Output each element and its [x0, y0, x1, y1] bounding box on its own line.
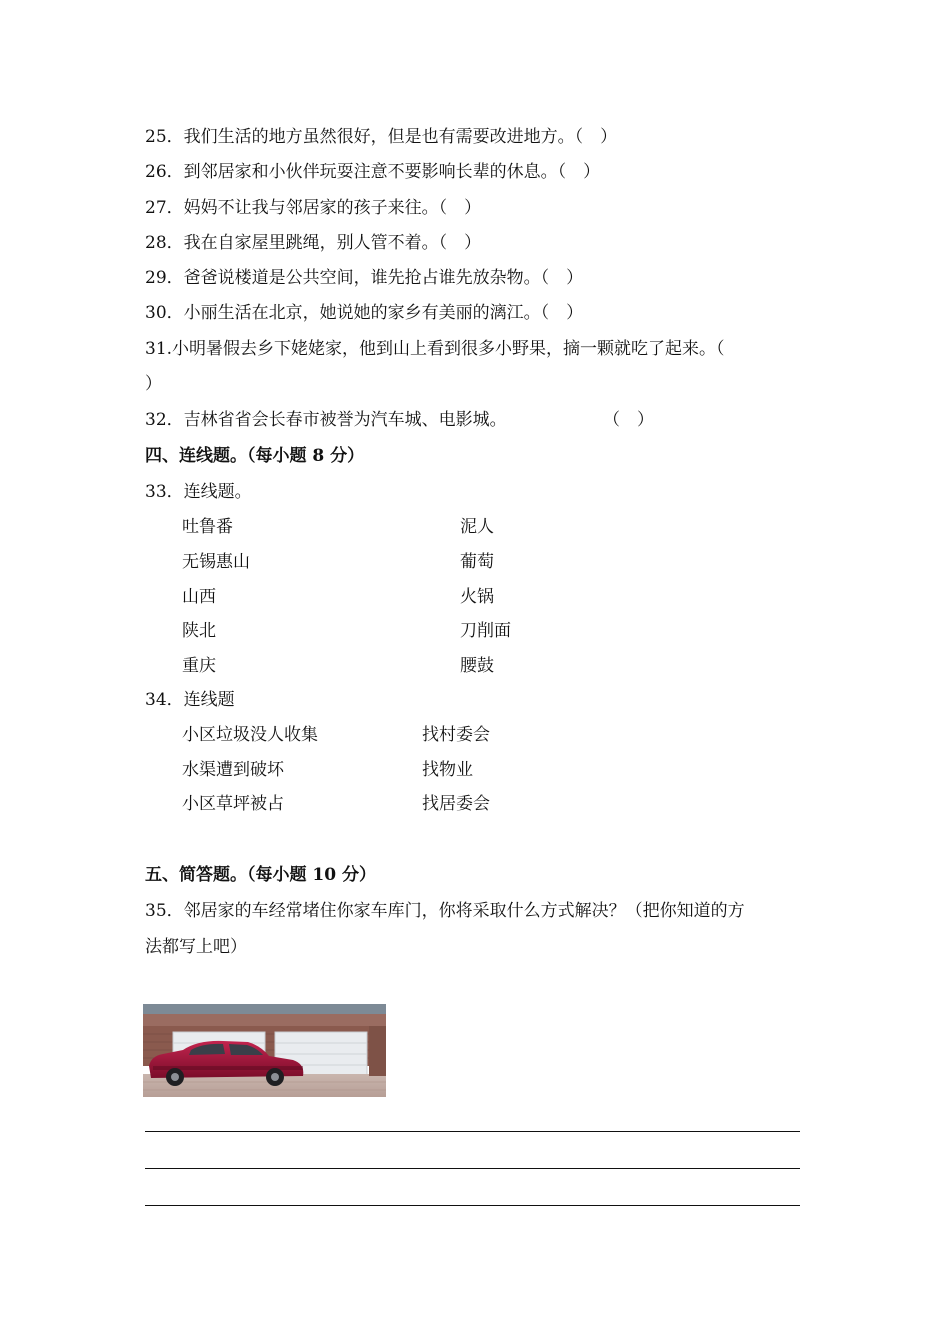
match-right-item: 泥人: [460, 517, 494, 537]
question-31-continuation: ）: [145, 374, 162, 394]
answer-line[interactable]: [145, 1131, 800, 1132]
question-number: 26．: [145, 162, 184, 182]
question-31: [145, 338, 725, 360]
section-4-title: 四、连线题。（每小题 8 分）: [145, 446, 365, 466]
question-number: 29．: [145, 268, 184, 288]
answer-line[interactable]: [145, 1168, 800, 1169]
question-29: [145, 267, 583, 289]
match-right-item: 葡萄: [460, 552, 494, 572]
match-right-item: 找物业: [422, 760, 473, 780]
match-left-item: 小区草坪被占: [182, 794, 284, 814]
match-left-item: 吐鲁番: [182, 517, 233, 537]
question-text: 到邻居家和小伙伴玩耍注意不要影响长辈的休息。（ ）: [183, 162, 601, 182]
question-text: 我们生活的地方虽然很好，但是也有需要改进地方。（ ）: [183, 127, 618, 147]
question-text: 爸爸说楼道是公共空间，谁先抢占谁先放杂物。（ ）: [183, 268, 584, 288]
question-text: 我在自家屋里跳绳，别人管不着。（ ）: [183, 233, 482, 253]
answer-line[interactable]: [145, 1205, 800, 1206]
match-left-item: 水渠遭到破坏: [182, 760, 284, 780]
question-number: 27．: [145, 198, 184, 218]
match-right-item: 找村委会: [422, 725, 490, 745]
match-right-item: 火锅: [460, 587, 494, 607]
match-right-item: 腰鼓: [460, 656, 494, 676]
match-right-item: 刀削面: [460, 621, 511, 641]
question-text: 小明暑假去乡下姥姥家，他到山上看到很多小野果，摘一颗就吃了起来。（: [172, 339, 725, 359]
question-number: 32．: [145, 410, 184, 430]
question-text: 吉林省省会长春市被誉为汽车城、电影城。: [183, 410, 507, 430]
question-27: [145, 197, 481, 219]
match-right-item: 找居委会: [422, 794, 490, 814]
match-left-item: 重庆: [182, 656, 216, 676]
match-left-item: 无锡惠山: [182, 552, 250, 572]
question-number: 28．: [145, 233, 184, 253]
section-5-title: 五、简答题。（每小题 10 分）: [145, 865, 376, 885]
match-left-item: 小区垃圾没人收集: [182, 725, 318, 745]
question-text: 小丽生活在北京，她说她的家乡有美丽的漓江。（ ）: [183, 303, 584, 323]
question-33-label: 33．连线题。: [145, 482, 252, 502]
question-34-label: 34．连线题: [145, 690, 235, 710]
question-35-text: 35．邻居家的车经常堵住你家车库门，你将采取什么方式解决？（把你知道的方: [145, 901, 745, 921]
question-number: 25．: [145, 127, 184, 147]
match-left-item: 山西: [182, 587, 216, 607]
car-blocking-garage-photo: [143, 1004, 386, 1097]
question-26: [145, 161, 600, 183]
question-28: [145, 232, 481, 254]
question-32: [145, 409, 507, 431]
question-25: [145, 126, 617, 148]
match-left-item: 陕北: [182, 621, 216, 641]
question-number: 31.: [145, 339, 173, 359]
question-32-answer-bracket: （ ）: [603, 410, 654, 430]
question-30: [145, 302, 583, 324]
question-number: 30．: [145, 303, 184, 323]
question-35-text-continuation: 法都写上吧）: [145, 937, 247, 957]
question-text: 妈妈不让我与邻居家的孩子来往。（ ）: [183, 198, 482, 218]
